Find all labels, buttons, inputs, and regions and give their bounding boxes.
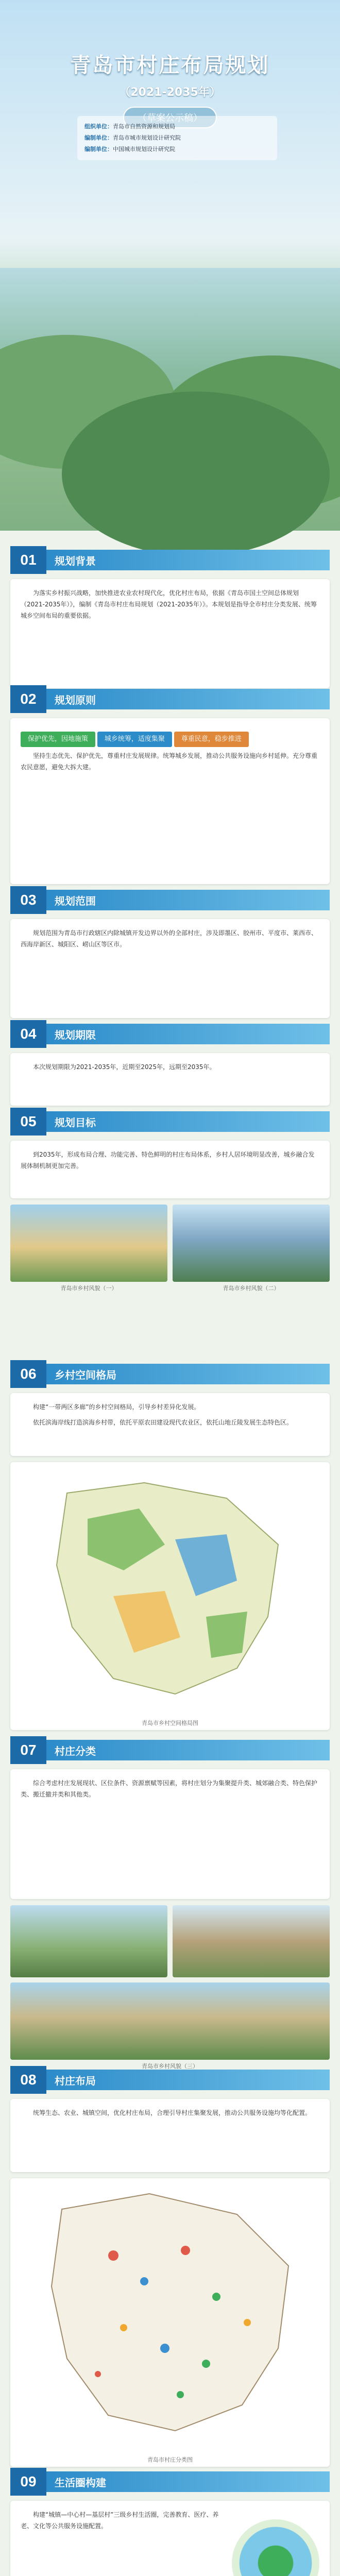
section-card xyxy=(10,718,330,884)
units-panel xyxy=(77,116,277,160)
hero-hill xyxy=(62,392,330,556)
section-title: 村庄布局 xyxy=(46,2070,330,2090)
photo-caption: 青岛市乡村风貌（一） xyxy=(60,1285,117,1292)
region-map xyxy=(10,1462,330,1715)
paragraph: 构建“城镇—中心村—基层村”三级乡村生活圈，完善教育、医疗、养老、文化等公共服务设施配置。 xyxy=(21,2511,219,2530)
section-08 xyxy=(10,2066,330,2467)
section-card xyxy=(10,919,330,1018)
village-photo xyxy=(173,1905,330,1977)
hero-banner xyxy=(0,0,340,531)
section-01 xyxy=(10,546,330,688)
section-09 xyxy=(10,2468,330,2576)
section-title: 规划目标 xyxy=(46,1111,330,1132)
life-circle-diagram xyxy=(232,2519,319,2576)
photo-caption: 青岛市乡村风貌（二） xyxy=(223,1285,280,1292)
village-photo xyxy=(10,1205,167,1282)
unit-line: 编制单位：青岛市城市规划设计研究院 xyxy=(84,134,181,141)
section-05 xyxy=(10,1108,330,1292)
map-panel xyxy=(10,1462,330,1730)
map-caption: 青岛市乡村空间格局图 xyxy=(142,1720,198,1726)
section-title: 规划期限 xyxy=(46,1024,330,1044)
village-photo xyxy=(173,1205,330,1282)
paragraph: 统筹生态、农业、城镇空间，优化村庄布局，合理引导村庄集聚发展，推动公共服务设施均等化配置。 xyxy=(33,2109,312,2116)
paragraph: 综合考虑村庄发展现状、区位条件、资源禀赋等因素，将村庄划分为集聚提升类、城郊融合类、特色保护类、搬迁撤并类和其他类。 xyxy=(21,1780,318,1798)
section-card xyxy=(10,1053,330,1106)
section-title: 乡村空间格局 xyxy=(46,1364,330,1384)
page-title: 青岛市村庄布局规划 xyxy=(70,54,270,77)
section-number: 05 xyxy=(10,1108,46,1136)
map-caption: 青岛市村庄分类图 xyxy=(147,2456,193,2463)
section-number: 02 xyxy=(10,685,46,713)
section-number: 07 xyxy=(10,1736,46,1764)
unit-line: 组织单位：青岛市自然资源和规划局 xyxy=(84,123,175,130)
village-photo xyxy=(10,1905,167,1977)
paragraph: 构建“一带两区多廊”的乡村空间格局，引导乡村差异化发展。 xyxy=(33,1403,200,1411)
principle-tag: 保护优先，因地施策 xyxy=(21,732,95,747)
section-02 xyxy=(10,685,330,884)
paragraph: 规划范围为青岛市行政辖区内除城镇开发边界以外的全部村庄，涉及即墨区、胶州市、平度市、莱西市、西海岸新区、城阳区、崂山区等区市。 xyxy=(21,929,318,948)
section-03 xyxy=(10,886,330,1018)
photo-caption: 青岛市乡村风貌（三） xyxy=(142,2063,198,2070)
section-number: 03 xyxy=(10,886,46,914)
photo-wide xyxy=(10,1982,330,2070)
section-card xyxy=(10,1393,330,1456)
section-number: 04 xyxy=(10,1020,46,1048)
section-number: 09 xyxy=(10,2468,46,2496)
section-card xyxy=(10,2099,330,2172)
section-title: 规划原则 xyxy=(46,689,330,709)
paragraph: 本次规划期限为2021-2035年，近期至2025年，远期至2035年。 xyxy=(33,1063,216,1071)
paragraph: 为落实乡村振兴战略，加快推进农业农村现代化，优化村庄布局，依据《青岛市国土空间总体规划（2021-2035年）》，编制《青岛市村庄布局规划（2021-2035年）》。本规划是指导全市村庄分类发展、统筹城乡空间布局的重要依据。 xyxy=(21,589,317,619)
principle-tag: 城乡统筹，适度集聚 xyxy=(97,732,172,747)
section-title: 规划背景 xyxy=(46,550,330,570)
principle-tag: 尊重民意，稳步推进 xyxy=(174,732,249,747)
village-photo xyxy=(10,1982,330,2060)
section-card xyxy=(10,2501,330,2576)
section-number: 08 xyxy=(10,2066,46,2094)
section-title: 生活圈构建 xyxy=(46,2471,330,2492)
map-panel xyxy=(10,2178,330,2467)
section-04 xyxy=(10,1020,330,1106)
photo-row xyxy=(10,1905,330,1977)
section-number: 06 xyxy=(10,1360,46,1388)
section-title: 村庄分类 xyxy=(46,1740,330,1760)
paragraph: 依托滨海岸线打造滨海乡村带，依托平原农田建设现代农业区，依托山地丘陵发展生态特色区。 xyxy=(33,1419,293,1426)
section-card xyxy=(10,1141,330,1198)
unit-line: 编制单位：中国城市规划设计研究院 xyxy=(84,146,175,152)
classification-map xyxy=(10,2178,330,2451)
paragraph: 到2035年，形成布局合理、功能完善、特色鲜明的村庄布局体系，乡村人居环境明显改善，城乡融合发展体制机制更加完善。 xyxy=(21,1151,315,1170)
section-card xyxy=(10,1769,330,1899)
section-number: 01 xyxy=(10,546,46,574)
photo-row xyxy=(10,1205,330,1292)
section-title: 规划范围 xyxy=(46,890,330,910)
paragraph: 坚持生态优先、保护优先，尊重村庄发展规律。统筹城乡发展，推动公共服务设施向乡村延伸。充分尊重农民意愿，避免大拆大建。 xyxy=(21,752,318,771)
section-06 xyxy=(10,1360,330,1730)
section-07 xyxy=(10,1736,330,2070)
section-card xyxy=(10,579,330,688)
plan-years: （2021-2035年） xyxy=(119,86,221,99)
